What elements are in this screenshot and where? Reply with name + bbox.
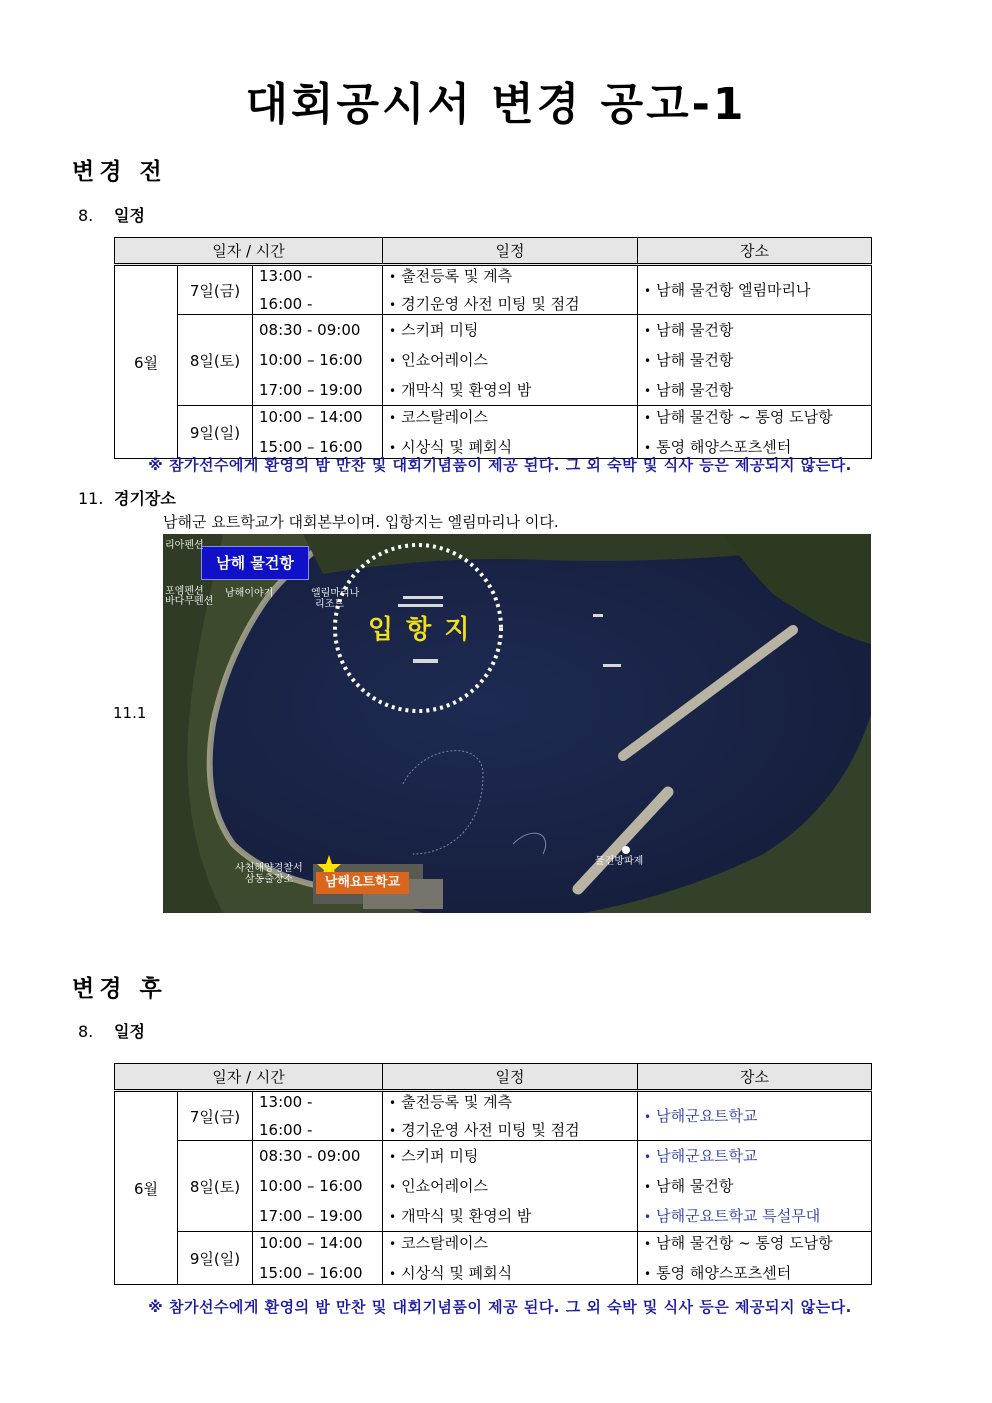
place: • 남해 물건항 ~ 통영 도남항: [644, 1232, 871, 1256]
time-cell: [253, 1141, 383, 1232]
day-cell: 8일(토): [178, 315, 253, 406]
section-label: 일정: [114, 206, 145, 225]
place-cell: [638, 1141, 872, 1232]
before-schedule-table: [114, 237, 872, 459]
before-heading: 변경 전: [72, 159, 167, 185]
after-heading: 변경 후: [72, 976, 167, 1002]
place: • 남해 물건항: [644, 345, 871, 375]
day-cell: 9일(일): [178, 1232, 253, 1285]
place-label: 바다무펜션: [165, 596, 214, 607]
coast-guard-label: 사천해양경찰서: [235, 863, 303, 874]
place-label: 엘림마리나: [311, 588, 360, 599]
coast-guard-sublabel: 삼동출장소: [245, 874, 294, 885]
before-note: ※ 참가선수에게 환영의 밤 만찬 및 대회기념품이 제공 된다. 그 외 숙박 및 식사 등은 제공되지 않는다.: [148, 456, 852, 474]
place: • 남해 물건항: [644, 315, 871, 345]
event: • 코스탈레이스: [389, 406, 637, 430]
event: • 스키퍼 미팅: [389, 1141, 637, 1171]
after-section-8: [78, 1019, 145, 1042]
day-cell: 8일(토): [178, 1141, 253, 1232]
event-cell: [383, 406, 638, 459]
place-cell: [638, 1232, 872, 1285]
place: • 남해 물건항: [644, 1171, 871, 1201]
time-cell: [253, 1091, 383, 1141]
event-cell: [383, 1091, 638, 1141]
time: 13:00 -: [259, 267, 313, 285]
venue-map: [163, 534, 871, 913]
time-cell: [253, 1232, 383, 1285]
time: 15:00 – 16:00: [259, 438, 363, 456]
place-label: 포엠펜션: [165, 586, 204, 597]
place-label: 리조트: [315, 599, 344, 610]
day-cell: 7일(금): [178, 1091, 253, 1141]
place: • 통영 해양스포츠센터: [644, 1256, 871, 1284]
time: 16:00 -: [259, 1121, 313, 1139]
event-cell: [383, 1232, 638, 1285]
place-cell: [638, 406, 872, 459]
event: • 출전등록 및 계측: [389, 1092, 637, 1116]
header-date-time: 일자 / 시간: [115, 238, 383, 265]
page-title: 대회공시서 변경 공고-1: [245, 79, 747, 130]
after-note: ※ 참가선수에게 환영의 밤 만찬 및 대회기념품이 제공 된다. 그 외 숙박 및 식사 등은 제공되지 않는다.: [148, 1298, 852, 1316]
section-label: 일정: [114, 1022, 145, 1041]
section-number: 8.: [78, 206, 94, 225]
event: • 인쇼어레이스: [389, 345, 637, 375]
event-cell: [383, 265, 638, 315]
header-place: 장소: [638, 1064, 872, 1091]
place: • 남해군요트학교 특설무대: [644, 1201, 871, 1231]
time: 10:00 – 16:00: [259, 1177, 363, 1195]
event-cell: [383, 1141, 638, 1232]
before-section-8: [78, 203, 145, 226]
event: • 시상식 및 폐회식: [389, 430, 637, 458]
section-number: 11.: [78, 489, 104, 508]
time: 17:00 – 19:00: [259, 1207, 363, 1225]
after-schedule-table: [114, 1063, 872, 1285]
header-date-time: 일자 / 시간: [115, 1064, 383, 1091]
event: • 코스탈레이스: [389, 1232, 637, 1256]
entry-label: 입 항 지: [368, 615, 472, 645]
time-cell: [253, 315, 383, 406]
event: • 경기운영 사전 미팅 및 점검: [389, 290, 637, 314]
place: • 통영 해양스포츠센터: [644, 430, 871, 458]
event: • 인쇼어레이스: [389, 1171, 637, 1201]
place: • 남해 물건항: [644, 375, 871, 405]
day-cell: 7일(금): [178, 265, 253, 315]
header-schedule: 일정: [383, 1064, 638, 1091]
time-cell: [253, 406, 383, 459]
month-cell: 6월: [115, 265, 178, 459]
place-label: 남해이야기: [225, 588, 274, 599]
harbor-badge: 남해 물건항: [201, 546, 309, 580]
place: • 남해군요트학교: [644, 1101, 871, 1131]
month-cell: 6월: [115, 1091, 178, 1285]
breakwater-label: 물건방파제: [595, 856, 644, 867]
event-cell: [383, 315, 638, 406]
school-badge: 남해요트학교: [316, 872, 409, 894]
place: • 남해 물건항 엘림마리나: [644, 275, 871, 305]
header-place: 장소: [638, 238, 872, 265]
place-cell: [638, 265, 872, 315]
time: 10:00 – 14:00: [259, 1234, 363, 1252]
time: 15:00 – 16:00: [259, 1264, 363, 1282]
place-cell: [638, 315, 872, 406]
section-label: 경기장소: [114, 489, 176, 508]
time: 17:00 – 19:00: [259, 381, 363, 399]
place-label: 리아펜션: [165, 540, 204, 551]
time: 08:30 - 09:00: [259, 321, 361, 339]
time: 13:00 -: [259, 1093, 313, 1111]
section-number: 8.: [78, 1022, 94, 1041]
event: • 개막식 및 환영의 밤: [389, 1201, 637, 1231]
map-figure-number: 11.1: [113, 704, 147, 722]
time: 16:00 -: [259, 295, 313, 313]
event: • 출전등록 및 계측: [389, 266, 637, 290]
event: • 스키퍼 미팅: [389, 315, 637, 345]
time: 10:00 – 16:00: [259, 351, 363, 369]
event: • 경기운영 사전 미팅 및 점검: [389, 1116, 637, 1140]
header-schedule: 일정: [383, 238, 638, 265]
day-cell: 9일(일): [178, 406, 253, 459]
before-section-11: [78, 486, 176, 509]
venue-description: 남해군 요트학교가 대회본부이며. 입항지는 엘림마리나 이다.: [163, 513, 559, 531]
place: • 남해군요트학교: [644, 1141, 871, 1171]
event: • 시상식 및 폐회식: [389, 1256, 637, 1284]
time-cell: [253, 265, 383, 315]
place-cell: [638, 1091, 872, 1141]
event: • 개막식 및 환영의 밤: [389, 375, 637, 405]
place: • 남해 물건항 ~ 통영 도남항: [644, 406, 871, 430]
time: 10:00 – 14:00: [259, 408, 363, 426]
time: 08:30 - 09:00: [259, 1147, 361, 1165]
